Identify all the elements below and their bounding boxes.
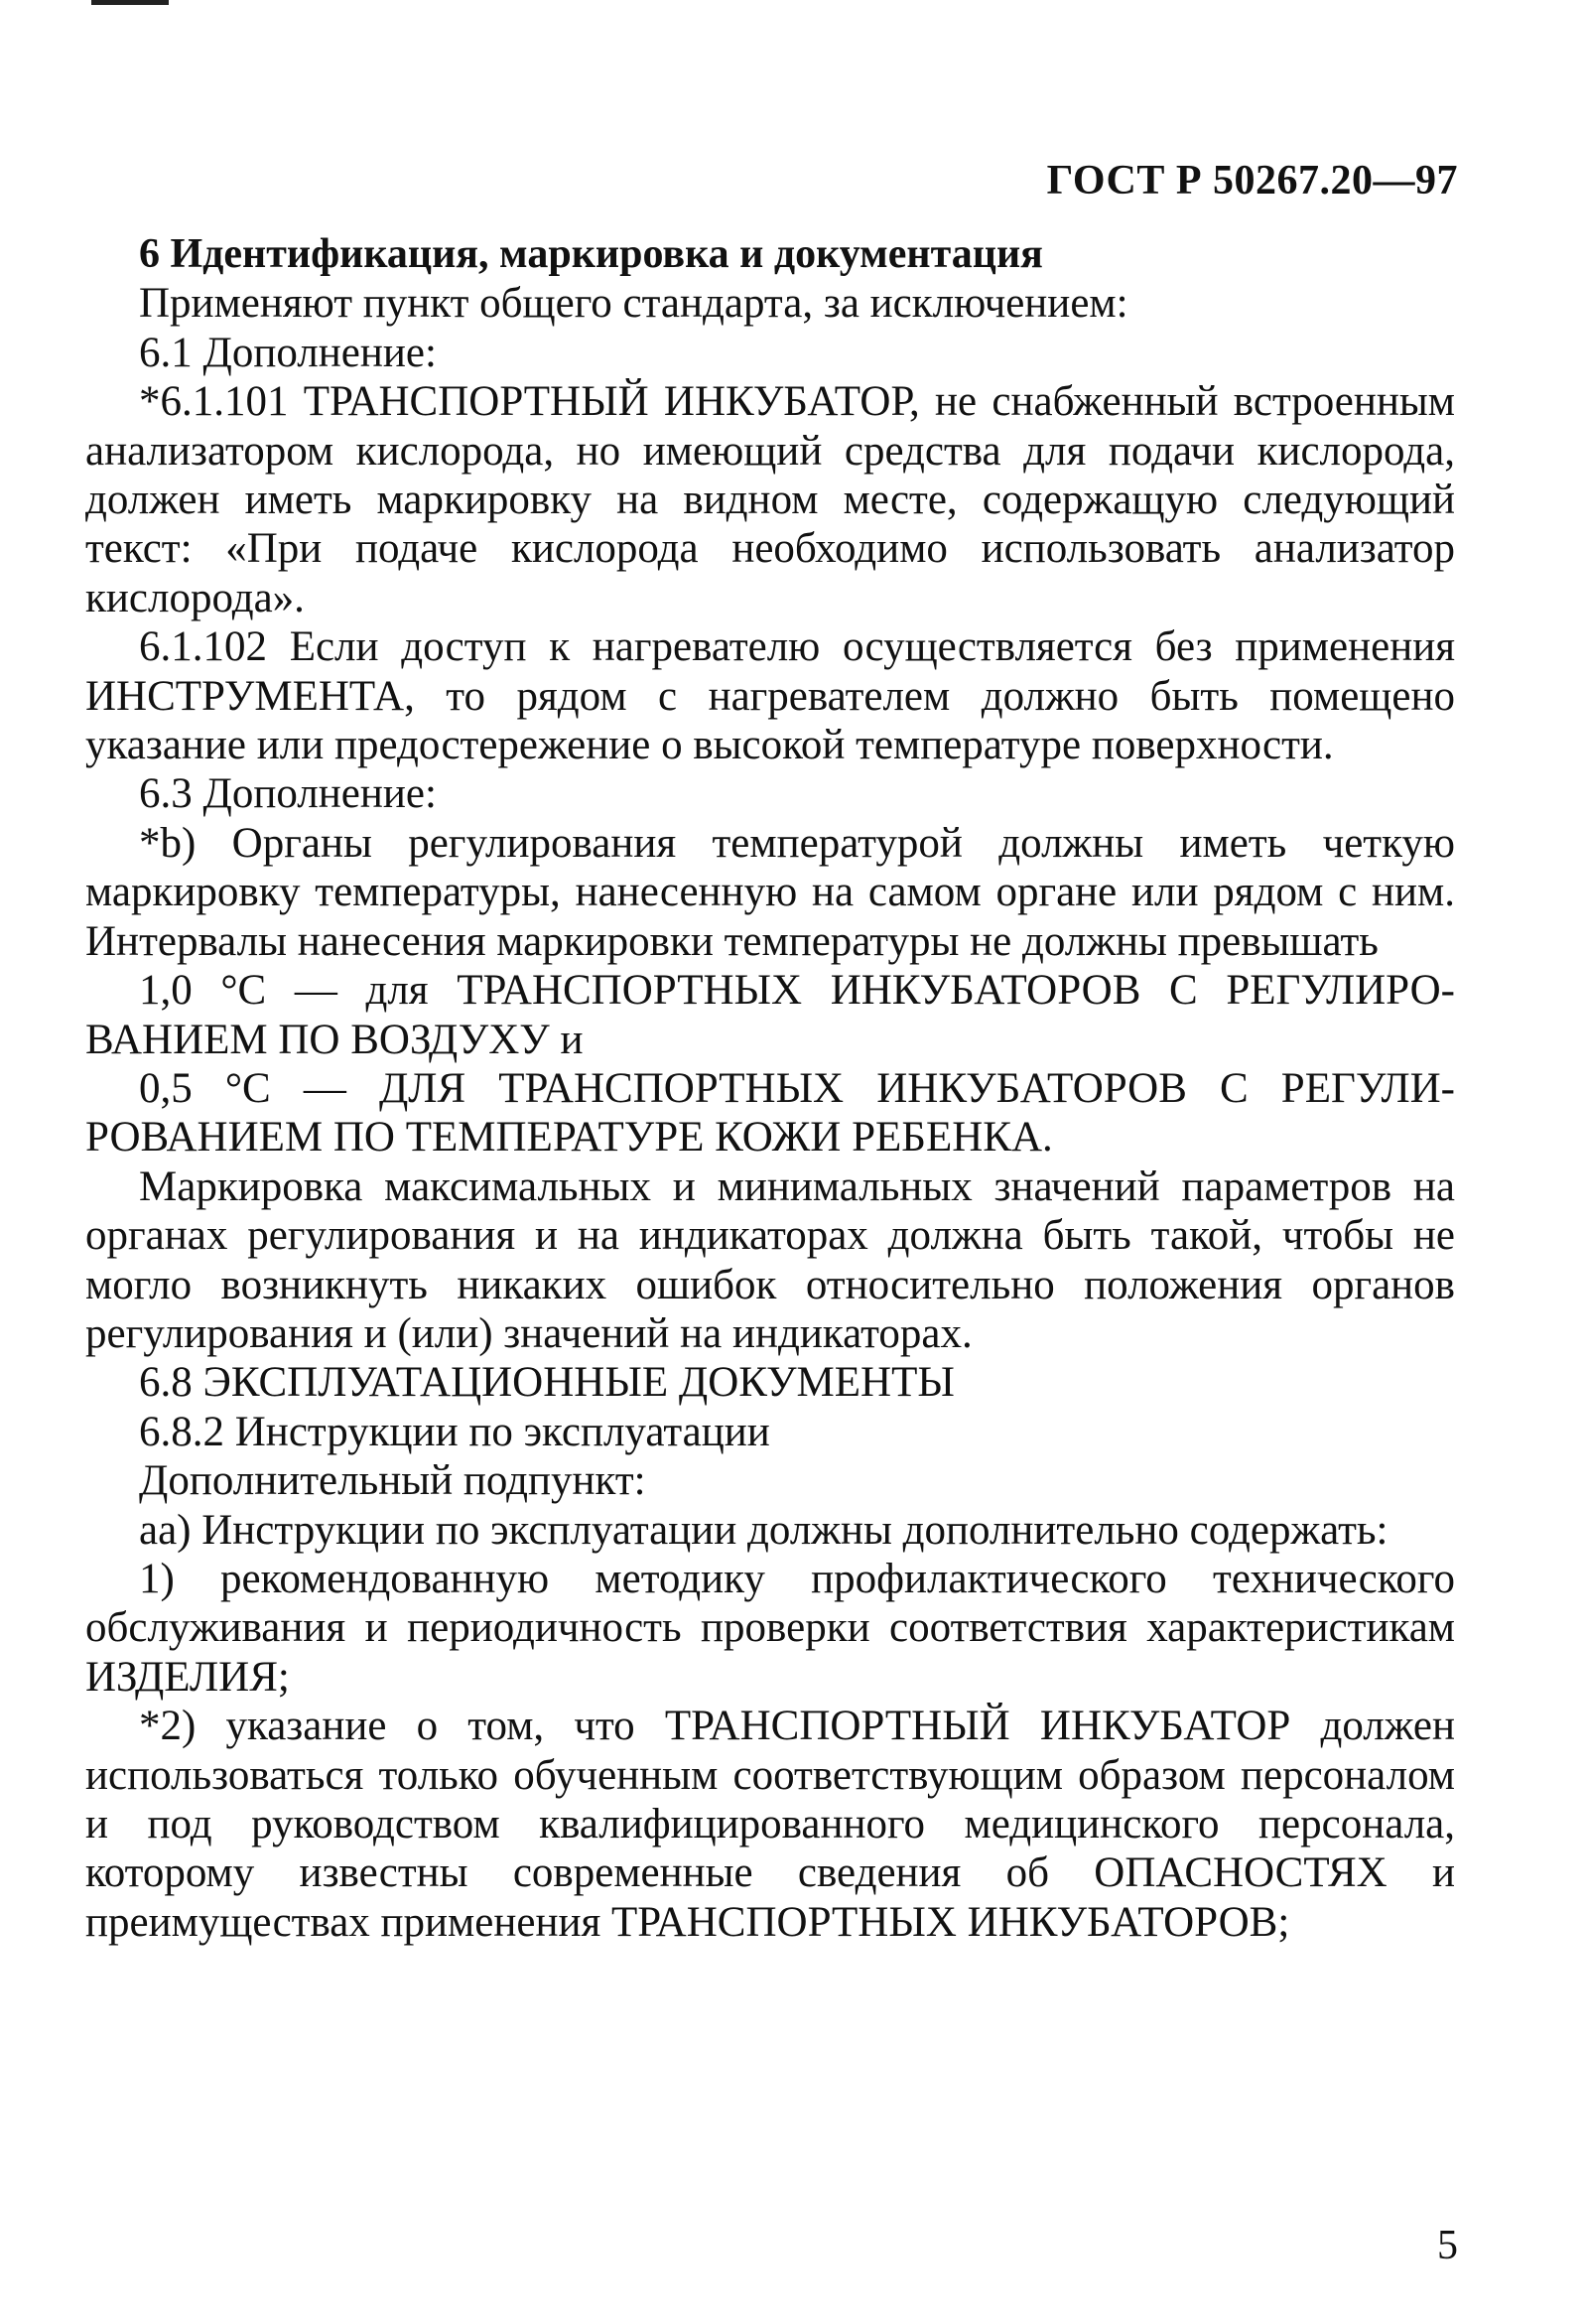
paragraph: аа) Инструкции по эксплуатации должны дополнительно содержать: (139, 1506, 1389, 1554)
paragraph: Дополнительный подпункт: (139, 1457, 646, 1505)
section-title: 6 Идентификация, маркировка и документация (139, 231, 1043, 277)
paragraph: 6.1.102 Если доступ к нагревателю осуществляется без применения ИНСТРУМЕНТА, то рядом с нагревателем должно быть помещено указание или предостережение о высокой температуре поверхности. (85, 623, 1455, 769)
paragraph: *2) указание о том, что ТРАНСПОРТНЫЙ ИНКУБАТОР должен использоваться только обученным соответствующим образом персоналом и под руководством квалифицированного медицинского персонала, которому известны современные сведения об ОПАСНОСТЯХ и преимуществах применения ТРАНСПОРТНЫХ ИНКУБАТОРОВ; (85, 1703, 1455, 1946)
scan-corner-mark (91, 0, 169, 5)
paragraph: 6.1 Дополнение: (139, 329, 437, 376)
subsection-heading: 6.8 ЭКСПЛУАТАЦИОННЫЕ ДОКУМЕНТЫ (139, 1359, 955, 1407)
document-code: ГОСТ Р 50267.20—97 (1046, 158, 1458, 204)
paragraph: 6.3 Дополнение: (139, 770, 437, 818)
paragraph: 1) рекомендованную методику профилактического технического обслуживания и периодичность проверки соответствия характеристикам ИЗДЕЛИЯ; (85, 1555, 1455, 1701)
paragraph: 0,5 °С — ДЛЯ ТРАНСПОРТНЫХ ИНКУБАТОРОВ С РЕГУЛИРОВАНИЕМ ПО ТЕМПЕРАТУРЕ КОЖИ РЕБЕНКА. (85, 1064, 1455, 1162)
paragraph: *6.1.101 ТРАНСПОРТНЫЙ ИНКУБАТОР, не снабженный встроенным анализатором кислорода, но имеющий средства для подачи кислорода, должен иметь маркировку на видном месте, содержащую следующий текст: «При подаче кислорода необходимо использовать анализатор кислорода». (85, 378, 1455, 621)
paragraph: *b) Органы регулирования температурой должны иметь четкую маркировку температуры, нанесенную на самом органе или рядом с ним. Интервалы нанесения маркировки температуры не должны превышать (85, 819, 1455, 965)
paragraph: Применяют пункт общего стандарта, за исключением: (139, 280, 1128, 328)
page-content (85, 230, 1455, 1947)
subsection-heading: 6.8.2 Инструкции по эксплуатации (139, 1408, 770, 1455)
paragraph: 1,0 °С — для ТРАНСПОРТНЫХ ИНКУБАТОРОВ С РЕГУЛИРОВАНИЕМ ПО ВОЗДУХУ и (85, 967, 1455, 1063)
paragraph: Маркировка максимальных и минимальных значений параметров на органах регулирования и на индикаторах должна быть такой, чтобы не могло возникнуть никаких ошибок относительно положения органов регулирования и (или) значений на индикаторах. (85, 1162, 1455, 1357)
page-number: 5 (1437, 2223, 1458, 2268)
